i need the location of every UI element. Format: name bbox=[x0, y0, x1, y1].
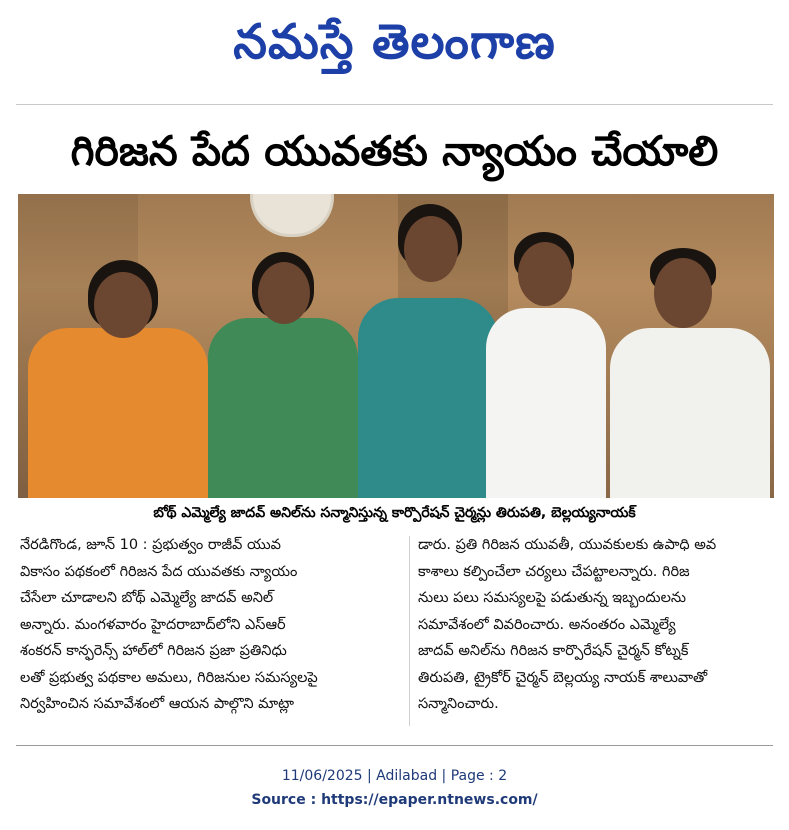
body-line: వికాసం పథకంలో గిరిజన పేద యువతకు న్యాయం bbox=[20, 563, 298, 580]
body-line: అన్నారు. మంగళవారం హైదరాబాద్‌లోని ఎస్‌ఆర్ bbox=[20, 616, 286, 633]
photo-caption: బోథ్ ఎమ్మెల్యే జాదవ్ అనిల్‌ను సన్మానిస్తున్న కార్పొరేషన్ చైర్మన్లు తిరుపతి, బెల్లయ్యనాయక్ bbox=[153, 505, 636, 521]
source-link[interactable]: Source : https://epaper.ntnews.com/ bbox=[251, 792, 538, 808]
body-line: కాశాలు కల్పించేలా చర్యలు చేపట్టాలన్నారు. గిరిజ bbox=[418, 563, 690, 580]
column-divider bbox=[409, 536, 410, 726]
article-body-right bbox=[418, 532, 774, 718]
body-line: నిర్వహించిన సమావేశంలో ఆయన పాల్గొని మాట్లా bbox=[20, 696, 294, 712]
body-line: శంకరన్ కాన్ఫరెన్స్ హాల్‌లో గిరిజన ప్రజా ప్రతినిధు bbox=[20, 643, 287, 659]
body-line: సన్మానించారు. bbox=[418, 696, 499, 712]
article-body-left bbox=[20, 532, 402, 718]
edition-info: 11/06/2025 | Adilabad | Page : 2 bbox=[281, 768, 508, 784]
body-line: లతో ప్రభుత్వ పథకాల అమలు, గిరిజనుల సమస్యలపై bbox=[20, 669, 318, 686]
masthead-logo: నమస్తే తెలంగాణ bbox=[233, 14, 556, 70]
body-line: నులు పలు సమస్యలపై పడుతున్న ఇబ్బందులను bbox=[418, 590, 687, 606]
body-line: నేరడిగొండ, జూన్ 10 : ప్రభుత్వం రాజీవ్ యువ bbox=[20, 537, 281, 553]
body-line: డారు. ప్రతి గిరిజన యువతీ, యువకులకు ఉపాధి అవ bbox=[418, 537, 717, 553]
body-line: జాదవ్ అనిల్‌ను గిరిజన కార్పొరేషన్ చైర్మన్ కోట్నక్ bbox=[418, 643, 689, 659]
footer-divider bbox=[16, 745, 773, 746]
body-line: చేసేలా చూడాలని బోథ్ ఎమ్మెల్యే జాదవ్ అనిల్ bbox=[20, 590, 274, 606]
masthead-divider bbox=[16, 104, 773, 105]
body-line: సమావేశంలో వివరించారు. అనంతరం ఎమ్మెల్యే bbox=[418, 616, 676, 633]
article-headline: గిరిజన పేద యువతకు న్యాయం చేయాలి bbox=[70, 127, 719, 175]
body-line: తిరుపతి, ట్రైకోర్ చైర్మన్ బెల్లయ్య నాయక్ శాలువాతో bbox=[418, 669, 708, 686]
article-photo bbox=[18, 194, 774, 498]
emblem-icon bbox=[250, 194, 334, 237]
